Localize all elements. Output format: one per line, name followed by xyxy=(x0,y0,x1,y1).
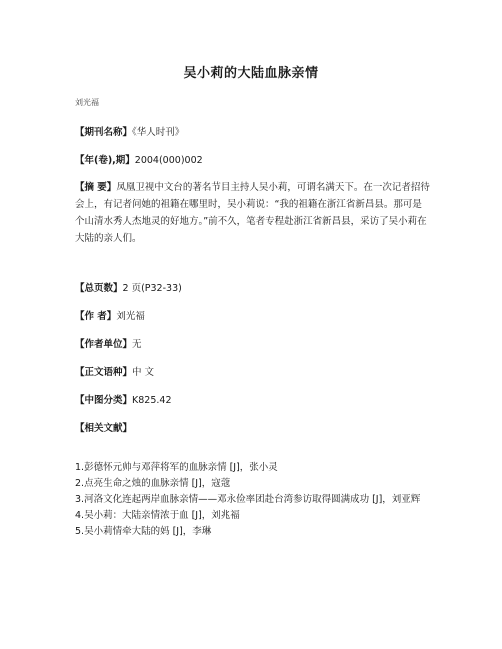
field-abstract-value: 凤凰卫视中文台的著名节目主持人吴小莉，可谓名满天下。在一次记者招待会上，有记者问她的祖籍在哪里时，吴小莉说：“我的祖籍在浙江省新昌县。那可是个山清水秀人杰地灵的好地方。”前不久，笔者专程赴浙江省新昌县，采访了吴小莉在大陆的亲人们。 xyxy=(75,182,430,244)
field-pages xyxy=(75,280,435,297)
field-year xyxy=(75,152,435,169)
field-classification-label: 【中图分类】 xyxy=(75,395,133,406)
reference-item: 2.点亮生命之烛的血脉亲情 [J]，寇蔻 xyxy=(75,478,231,489)
field-abstract xyxy=(75,179,430,247)
field-unit-label: 【作者单位】 xyxy=(75,339,133,350)
field-author-value: 刘光福 xyxy=(116,311,145,322)
reference-item: 3.河洛文化连起两岸血脉亲情——邓永俭率团赴台湾参访取得圆满成功 [J]，刘亚辉 xyxy=(75,494,421,505)
field-year-value: 2004(000)002 xyxy=(134,155,203,166)
field-abstract-label: 【摘 要】 xyxy=(75,182,117,193)
document-title: 吴小莉的大陆血脉亲情 xyxy=(183,66,319,81)
field-classification xyxy=(75,392,435,409)
reference-item: 5.吴小莉情牵大陆的妈 [J]，李琳 xyxy=(75,526,212,537)
field-pages-label: 【总页数】 xyxy=(75,283,123,294)
field-related-label: 【相关文献】 xyxy=(75,423,133,434)
field-journal-label: 【期刊名称】 xyxy=(75,127,133,138)
field-journal xyxy=(75,124,435,141)
field-journal-value: 《华人时刊》 xyxy=(132,127,185,138)
field-language-value: 中 文 xyxy=(132,367,155,378)
field-unit-value: 无 xyxy=(132,339,142,350)
field-classification-value: K825.42 xyxy=(132,395,172,406)
field-language-label: 【正文语种】 xyxy=(75,367,133,378)
field-related xyxy=(75,420,435,437)
reference-item: 1.彭德怀元帅与邓萍将军的血脉亲情 [J]，张小灵 xyxy=(75,462,278,473)
field-language xyxy=(75,364,435,381)
field-unit xyxy=(75,336,435,353)
author-line: 刘光福 xyxy=(75,98,99,107)
reference-item: 4.吴小莉：大陆亲情浓于血 [J]，刘兆福 xyxy=(75,510,240,521)
reference-list xyxy=(75,460,435,540)
field-author-label: 【作 者】 xyxy=(75,311,117,322)
field-author xyxy=(75,308,435,325)
field-year-label: 【年(卷),期】 xyxy=(75,155,135,166)
field-pages-value: 2 页(P32-33) xyxy=(122,283,182,294)
